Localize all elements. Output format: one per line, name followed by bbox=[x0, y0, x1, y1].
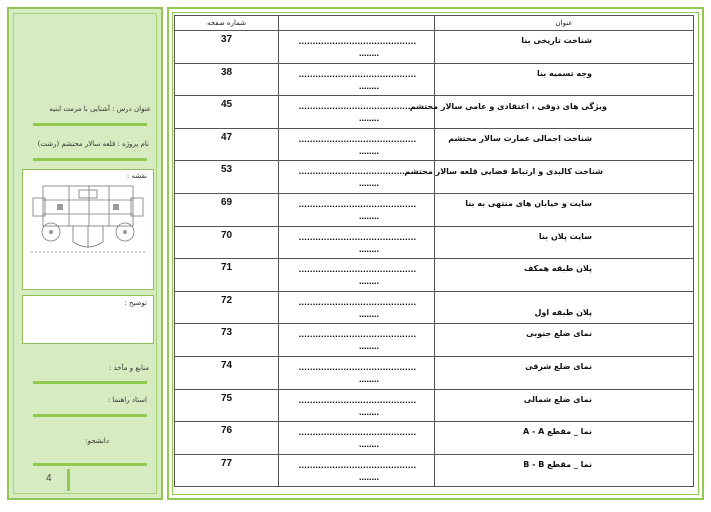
row-leader-dots-cont: ........ bbox=[358, 406, 379, 417]
plan-label: نقشه : bbox=[126, 172, 147, 180]
row-leader-dots-cont: ........ bbox=[358, 113, 379, 124]
table-of-contents bbox=[174, 15, 694, 487]
row-leader-dots: .......................................... bbox=[298, 36, 417, 46]
header-page-number: شماره صفحه bbox=[175, 16, 279, 31]
plan-box bbox=[22, 169, 154, 290]
course-label: عنوان درس : آشنایی با مرمت ابنیه bbox=[49, 105, 151, 113]
advisor-label: استاد راهنما : bbox=[107, 396, 147, 404]
table-row bbox=[175, 454, 694, 487]
table-row bbox=[175, 422, 694, 455]
floor-plan-thumbnail bbox=[29, 180, 147, 256]
row-leader-dots-cont: ........ bbox=[358, 471, 379, 482]
row-leader-dots: .......................................... bbox=[298, 394, 417, 405]
row-leader-dots-cont: ........ bbox=[358, 308, 379, 319]
row-leader-dots-cont: ........ bbox=[358, 48, 379, 58]
row-title: شناخت اجمالی عمارت سالار محتشم bbox=[448, 133, 592, 143]
row-leader-dots-cont: ........ bbox=[358, 210, 379, 221]
row-leader-dots-cont: ........ bbox=[358, 145, 379, 156]
row-leader-dots-cont: ........ bbox=[358, 276, 379, 287]
divider-line bbox=[33, 158, 147, 161]
row-page-number: 75 bbox=[220, 392, 233, 404]
row-leader-dots: .......................................... bbox=[298, 296, 417, 307]
table-row bbox=[175, 259, 694, 292]
row-leader-dots-cont: ........ bbox=[358, 243, 379, 254]
row-page-number: 38 bbox=[220, 66, 233, 78]
row-page-number: 69 bbox=[220, 196, 233, 208]
row-page-number: 37 bbox=[220, 34, 233, 45]
divider-line bbox=[33, 414, 147, 417]
row-title: نما _ مقطع B - B bbox=[523, 459, 592, 469]
table-row bbox=[175, 31, 694, 64]
description-label: توضیح : bbox=[124, 299, 147, 307]
row-title: نمای ضلع شمالی bbox=[523, 394, 592, 404]
row-leader-dots: .......................................... bbox=[298, 133, 417, 144]
table-row bbox=[175, 193, 694, 226]
title-block-panel bbox=[7, 7, 163, 500]
table-row bbox=[175, 128, 694, 161]
table-row bbox=[175, 63, 694, 96]
row-title: نما _ مقطع A - A bbox=[523, 427, 592, 437]
row-title: شناخت تاریخی بنا bbox=[521, 36, 592, 45]
page-number: 4 bbox=[46, 473, 52, 484]
row-title: سایت پلان بنا bbox=[538, 231, 592, 241]
row-leader-dots: .......................................... bbox=[298, 231, 417, 242]
divider-line bbox=[33, 463, 147, 466]
table-of-contents-frame bbox=[167, 7, 704, 500]
row-leader-dots: .......................................... bbox=[298, 361, 417, 372]
row-leader-dots-cont: ........ bbox=[358, 178, 379, 189]
table-row bbox=[175, 324, 694, 357]
row-leader-dots: .......................................... bbox=[298, 166, 417, 177]
table-row bbox=[175, 226, 694, 259]
table-row bbox=[175, 389, 694, 422]
row-title: پلان طبقه همکف bbox=[524, 264, 592, 274]
row-title: نمای ضلع جنوبی bbox=[526, 329, 592, 339]
student-label: دانشجو: bbox=[85, 437, 109, 445]
sources-label: منابع و مآخذ : bbox=[109, 364, 149, 372]
row-leader-dots: .......................................... bbox=[298, 264, 417, 275]
row-title: وجه تسمیه بنا bbox=[536, 68, 592, 78]
row-title: نمای ضلع شرقی bbox=[525, 361, 592, 371]
row-leader-dots: .......................................... bbox=[298, 329, 417, 340]
table-row bbox=[175, 161, 694, 194]
page-number-divider bbox=[67, 469, 70, 491]
row-page-number: 45 bbox=[220, 99, 233, 111]
row-leader-dots: .......................................... bbox=[298, 68, 417, 79]
divider-line bbox=[33, 123, 147, 126]
description-box bbox=[22, 295, 154, 344]
row-leader-dots-cont: ........ bbox=[358, 80, 379, 91]
row-title: شناخت کالبدی و ارتباط فضایی قلعه سالار محتشم bbox=[404, 167, 603, 177]
divider-line bbox=[33, 381, 147, 384]
row-page-number: 77 bbox=[220, 457, 233, 469]
row-leader-dots: .......................................... bbox=[298, 101, 417, 112]
table-row bbox=[175, 356, 694, 389]
row-page-number: 53 bbox=[220, 164, 233, 176]
row-title: ویژگی های ذوقی ، اعتقادی و عامی سالار محتشم bbox=[409, 102, 607, 112]
table-header-row bbox=[175, 16, 694, 31]
project-label: نام پروژه : قلعه سالار محتشم (رشت) bbox=[37, 140, 149, 148]
row-leader-dots-cont: ........ bbox=[358, 373, 379, 384]
row-page-number: 72 bbox=[220, 294, 233, 306]
header-title: عنوان bbox=[435, 16, 694, 31]
row-title: پلان طبقه اول bbox=[534, 307, 592, 317]
row-leader-dots: .......................................... bbox=[298, 427, 417, 438]
row-page-number: 74 bbox=[220, 359, 233, 371]
row-page-number: 71 bbox=[220, 262, 233, 274]
row-leader-dots-cont: ........ bbox=[358, 439, 379, 450]
row-page-number: 70 bbox=[220, 229, 233, 241]
table-row bbox=[175, 291, 694, 324]
row-leader-dots: .......................................... bbox=[298, 198, 417, 209]
row-title: سایت و خیابان های منتهی به بنا bbox=[465, 198, 592, 208]
row-page-number: 73 bbox=[220, 327, 233, 339]
header-dots bbox=[279, 16, 435, 31]
row-page-number: 47 bbox=[220, 131, 233, 143]
table-row bbox=[175, 96, 694, 129]
row-page-number: 76 bbox=[220, 425, 233, 437]
row-leader-dots: .......................................... bbox=[298, 459, 417, 470]
row-leader-dots-cont: ........ bbox=[358, 341, 379, 352]
